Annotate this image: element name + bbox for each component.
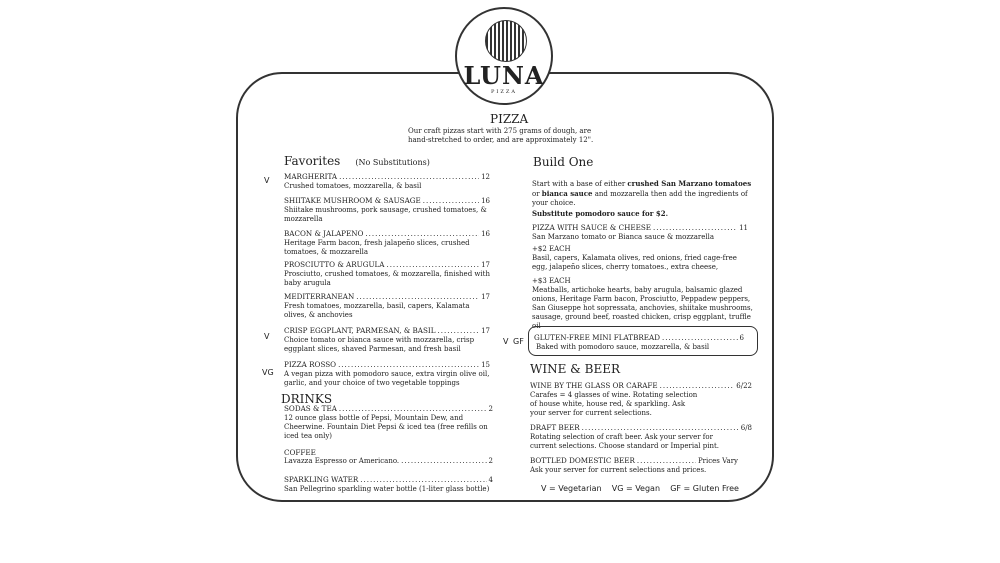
- item-name: GLUTEN-FREE MINI FLATBREAD: [534, 333, 660, 342]
- item-name: MARGHERITA: [284, 172, 338, 181]
- logo-sub: PIZZA: [491, 89, 517, 95]
- item-desc: Fresh tomatoes, mozzarella, basil, capers, Kalamata olives, & anchovies: [284, 302, 470, 319]
- item-name: PIZZA WITH SAUCE & CHEESE: [532, 223, 652, 232]
- item-name: BOTTLED DOMESTIC BEER: [530, 456, 635, 465]
- build-intro-or: or: [532, 190, 542, 198]
- drinks-title: DRINKS: [281, 392, 333, 406]
- item-price: 6: [739, 334, 744, 342]
- item-name: DRAFT BEER: [530, 423, 580, 432]
- item-name: MEDITERRANEAN: [284, 292, 355, 301]
- substitute-note: Substitute pomodoro sauce for $2.: [532, 209, 669, 218]
- item-name: SHIITAKE MUSHROOM & SAUSAGE: [284, 196, 421, 205]
- item-price: 16: [481, 230, 490, 238]
- intro-line-1: Our craft pizzas start with 275 grams of dough, are: [408, 127, 592, 135]
- item-price: 6/8: [740, 424, 752, 432]
- item-price: Prices Vary: [697, 457, 738, 465]
- menu-item-prosciutto: [264, 260, 490, 288]
- build-base-item: [532, 223, 748, 242]
- item-name: BACON & JALAPENO: [284, 229, 364, 238]
- item-desc: Rotating selection of craft beer. Ask your server for current selections. Choose standard or Imperial pint.: [530, 433, 720, 450]
- item-price: 17: [481, 261, 490, 269]
- gluten-free-item: [534, 333, 744, 352]
- item-desc: Lavazza Espresso or Americano.: [284, 457, 400, 465]
- item-desc: Prosciutto, crushed tomatoes, & mozzarella, finished with baby arugula: [284, 270, 490, 287]
- item-desc: Heritage Farm bacon, fresh jalapeño slices, crushed tomatoes, & mozzarella: [284, 239, 470, 256]
- item-price: 4: [488, 476, 493, 484]
- logo-word: LUNA: [463, 61, 545, 90]
- favorites-note: (No Substitutions): [355, 158, 430, 167]
- item-price: 12: [481, 173, 490, 181]
- diet-legend: V = Vegetarian VG = Vegan GF = Gluten Free: [541, 484, 739, 493]
- wine-title: WINE & BEER: [530, 362, 621, 376]
- tier-3-each: [532, 277, 756, 331]
- item-desc: Crushed tomatoes, mozzarella, & basil: [284, 182, 422, 190]
- bottled-beer: [530, 456, 738, 475]
- item-name: PROSCIUTTO & ARUGULA: [284, 260, 385, 269]
- item-desc: A vegan pizza with pomodoro sauce, extra virgin olive oil, garlic, and your choice of two vegetable toppings: [284, 370, 490, 387]
- item-desc: Ask your server for current selections and prices.: [530, 466, 707, 474]
- item-price: 15: [481, 361, 490, 369]
- build-intro-bianca: bianca sauce: [541, 189, 593, 198]
- drink-sodas: [284, 404, 493, 441]
- draft-beer: [530, 423, 752, 451]
- drink-sparkling: [284, 475, 493, 494]
- item-price: 2: [488, 457, 493, 465]
- favorites-title: Favorites: [284, 154, 341, 168]
- item-desc: Baked with pomodoro sauce, mozzarella, & basil: [536, 343, 710, 351]
- item-price: 6/22: [736, 382, 752, 390]
- tier-desc: Meatballs, artichoke hearts, baby arugula, balsamic glazed onions, Heritage Farm bacon, Prosciutto, Peppadew peppers, San Giuseppe hot sopressata, anchovies, shiitake mushrooms, sausage, ground beef, roasted chicken, crisp eggplant, truffle oil: [532, 286, 753, 330]
- item-desc: Shiitake mushrooms, pork sausage, crushed tomatoes, & mozzarella: [284, 206, 487, 223]
- item-price: 17: [481, 327, 490, 335]
- build-intro: [532, 179, 752, 208]
- item-desc: 12 ounce glass bottle of Pepsi, Mountain Dew, and Cheerwine. Fountain Diet Pepsi & iced tea (free refills on iced tea only): [284, 414, 488, 440]
- tier-2-each: [532, 245, 754, 272]
- luna-logo: [455, 7, 553, 105]
- build-title: Build One: [533, 155, 594, 169]
- tier-label: +$3 EACH: [532, 277, 571, 285]
- item-desc: Choice tomato or bianca sauce with mozzarella, crisp eggplant slices, shaved Parmesan, and fresh basil: [284, 336, 475, 353]
- item-name: CRISP EGGPLANT, PARMESAN, & BASIL: [284, 326, 436, 335]
- diet-tag: V: [264, 176, 270, 185]
- menu-item-mediterranean: [264, 292, 490, 320]
- diet-tag: VG: [262, 368, 274, 377]
- tier-label: +$2 EACH: [532, 245, 571, 253]
- menu-item-bacon: [264, 229, 490, 257]
- item-name: COFFEE: [284, 448, 316, 457]
- wine-glass-carafe: [530, 381, 752, 418]
- item-name: SODAS & TEA: [284, 404, 337, 413]
- menu-item-eggplant: [264, 326, 490, 354]
- diet-tag-v: V: [503, 337, 509, 346]
- drink-coffee: [284, 448, 493, 466]
- item-price: 17: [481, 293, 490, 301]
- menu-item-rosso: [264, 360, 490, 388]
- item-name: SPARKLING WATER: [284, 475, 359, 484]
- favorites-heading: [284, 150, 430, 169]
- item-desc: San Pellegrino sparkling water bottle (1-liter glass bottle): [284, 485, 490, 493]
- diet-tag-gf: GF: [513, 337, 524, 346]
- item-name: WINE BY THE GLASS OR CARAFE: [530, 381, 658, 390]
- moon-disc-icon: [485, 20, 527, 62]
- menu-title: PIZZA: [490, 112, 529, 126]
- menu-item-shiitake: [264, 196, 490, 224]
- item-price: 11: [739, 224, 748, 232]
- tier-desc: Basil, capers, Kalamata olives, red onions, fried cage-free egg, jalapeño slices, cherry tomatoes., extra cheese,: [532, 254, 737, 271]
- build-intro-tomato: crushed San Marzano tomatoes: [627, 179, 752, 188]
- menu-item-margherita: [264, 172, 490, 191]
- item-name: PIZZA ROSSO: [284, 360, 337, 369]
- item-price: 2: [488, 405, 493, 413]
- diet-tag: V: [264, 332, 270, 341]
- item-price: 16: [481, 197, 490, 205]
- intro-line-2: hand-stretched to order, and are approximately 12".: [408, 136, 594, 144]
- item-desc: San Marzano tomato or Bianca sauce & mozzarella: [532, 233, 715, 241]
- build-intro-text: Start with a base of either: [532, 180, 628, 188]
- build-intro-rest: and mozzarella then add the ingredients of your choice.: [532, 190, 748, 207]
- item-desc: Carafes = 4 glasses of wine. Rotating selection of house white, house red, & sparkling. Ask your server for current selections.: [530, 391, 698, 417]
